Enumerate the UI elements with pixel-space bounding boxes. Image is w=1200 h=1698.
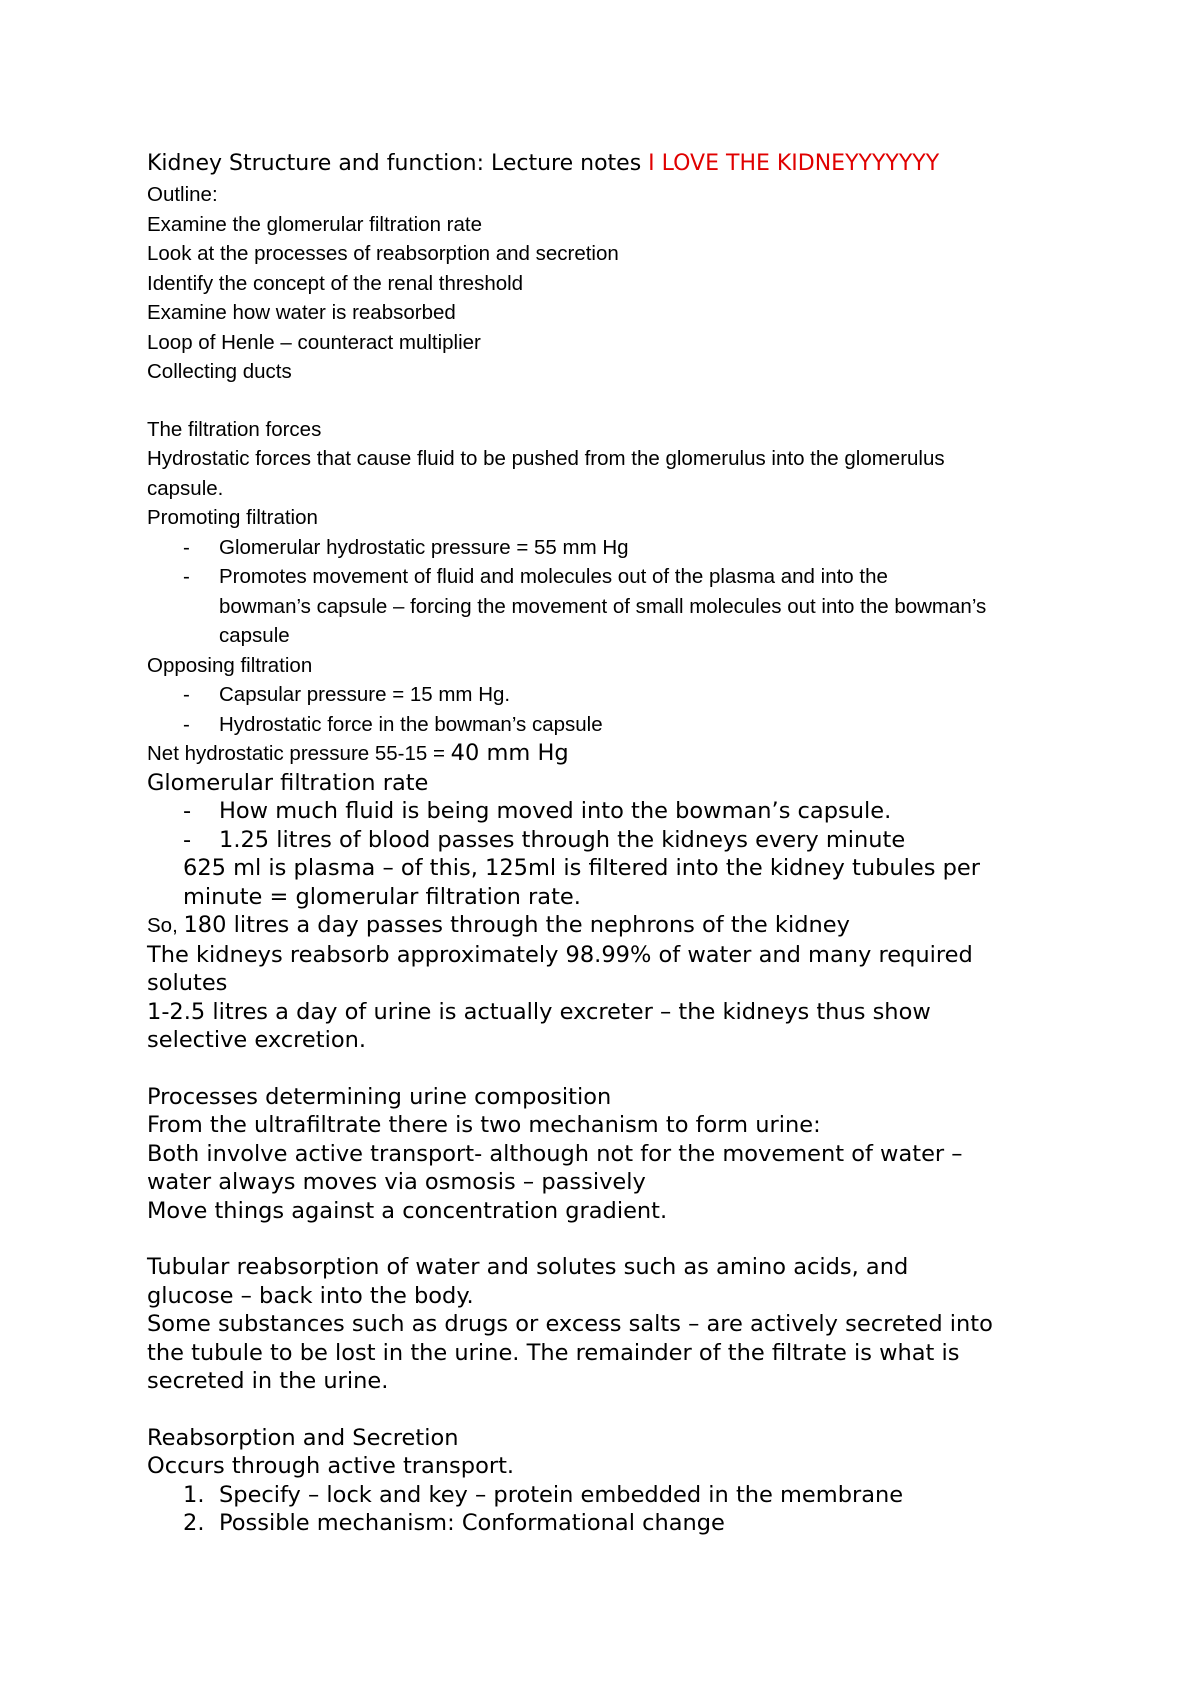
outline-item: Collecting ducts <box>147 360 292 383</box>
document-content <box>147 148 1107 1538</box>
item-text: Specify – lock and key – protein embedded in the membrane <box>219 1481 904 1508</box>
tubular-line: Tubular reabsorption of water and solutes such as amino acids, and <box>147 1254 909 1280</box>
reabsorption-line: Occurs through active transport. <box>147 1453 515 1479</box>
gfr-continuation: 625 ml is plasma – of this, 125ml is filtered into the kidney tubules per <box>183 855 980 881</box>
bullet-mark: - <box>183 535 190 559</box>
net-pressure-label: Net hydrostatic pressure 55-15 = <box>147 742 451 765</box>
gfr-daily-prefix: So, <box>147 914 184 937</box>
outline-item: Identify the concept of the renal threshold <box>147 271 524 295</box>
filtration-heading: The filtration forces <box>147 417 322 441</box>
bullet-text: Capsular pressure = 15 mm Hg. <box>219 683 511 706</box>
processes-heading: Processes determining urine composition <box>147 1083 612 1110</box>
processes-line: From the ultrafiltrate there is two mechanism to form urine: <box>147 1112 821 1138</box>
page-title <box>147 148 1107 180</box>
net-pressure <box>147 739 1107 769</box>
processes-line: Both involve active transport- although not for the movement of water – <box>147 1140 963 1167</box>
bullet-text: 1.25 litres of blood passes through the kidneys every minute <box>219 826 906 853</box>
bullet-continuation: capsule <box>219 624 290 647</box>
spacer <box>147 387 1107 415</box>
outline-item: Examine how water is reabsorbed <box>147 301 456 324</box>
tubular-line: Some substances such as drugs or excess salts – are actively secreted into <box>147 1311 993 1337</box>
spacer <box>147 1225 1107 1253</box>
bullet-mark: - <box>183 798 192 824</box>
bullet-item <box>147 710 1107 740</box>
spacer <box>147 1396 1107 1424</box>
title-highlight: I LOVE THE KIDNEYYYYYYY <box>648 151 940 176</box>
bullet-mark: - <box>183 565 190 588</box>
processes-line: Move things against a concentration gradient. <box>147 1197 668 1224</box>
gfr-excrete: selective excretion. <box>147 1027 367 1053</box>
outline-heading: Outline: <box>147 183 218 206</box>
outline-item: Loop of Henle – counteract multiplier <box>147 330 481 354</box>
filtration-intro: Hydrostatic forces that cause fluid to be pushed from the glomerulus into the glomerulus <box>147 447 945 470</box>
gfr-daily-text: 180 litres a day passes through the nephrons of the kidney <box>183 912 850 938</box>
bullet-item <box>147 826 1107 855</box>
gfr-heading: Glomerular filtration rate <box>147 769 429 796</box>
opposing-heading: Opposing filtration <box>147 653 313 677</box>
bullet-item <box>147 562 1107 592</box>
bullet-mark: - <box>183 712 190 736</box>
bullet-text: Promotes movement of fluid and molecules out of the plasma and into the <box>219 565 888 588</box>
title-main: Kidney Structure and function: Lecture notes <box>147 151 649 176</box>
spacer <box>147 1055 1107 1083</box>
bullet-mark: - <box>183 683 190 706</box>
item-number: 2. <box>183 1510 205 1536</box>
tubular-line: the tubule to be lost in the urine. The remainder of the filtrate is what is <box>147 1339 960 1366</box>
gfr-reabsorb: solutes <box>147 970 228 996</box>
item-number: 1. <box>183 1481 205 1508</box>
numbered-item <box>147 1481 1107 1510</box>
bullet-text: Glomerular hydrostatic pressure = 55 mm Hg <box>219 535 629 559</box>
bullet-item <box>147 797 1107 826</box>
bullet-item <box>147 680 1107 710</box>
filtration-intro: capsule. <box>147 476 224 500</box>
gfr-continuation: minute = glomerular filtration rate. <box>183 883 581 910</box>
outline-item: Look at the processes of reabsorption and secretion <box>147 242 619 265</box>
bullet-continuation: bowman’s capsule – forcing the movement of small molecules out into the bowman’s <box>219 594 987 618</box>
outline-item: Examine the glomerular filtration rate <box>147 212 482 236</box>
net-pressure-value: 40 mm Hg <box>450 740 569 766</box>
processes-line: water always moves via osmosis – passively <box>147 1169 646 1195</box>
gfr-daily <box>147 911 1107 941</box>
bullet-text: How much fluid is being moved into the bowman’s capsule. <box>219 798 892 824</box>
bullet-item <box>147 533 1107 563</box>
tubular-line: secreted in the urine. <box>147 1368 389 1394</box>
numbered-item <box>147 1509 1107 1538</box>
gfr-reabsorb: The kidneys reabsorb approximately 98.99% of water and many required <box>147 941 973 968</box>
item-text: Possible mechanism: Conformational change <box>219 1510 725 1536</box>
promoting-heading: Promoting filtration <box>147 506 318 529</box>
tubular-line: glucose – back into the body. <box>147 1282 474 1309</box>
reabsorption-heading: Reabsorption and Secretion <box>147 1424 459 1451</box>
bullet-text: Hydrostatic force in the bowman’s capsule <box>219 712 603 736</box>
bullet-mark: - <box>183 826 192 853</box>
gfr-excrete: 1-2.5 litres a day of urine is actually excreter – the kidneys thus show <box>147 998 931 1025</box>
